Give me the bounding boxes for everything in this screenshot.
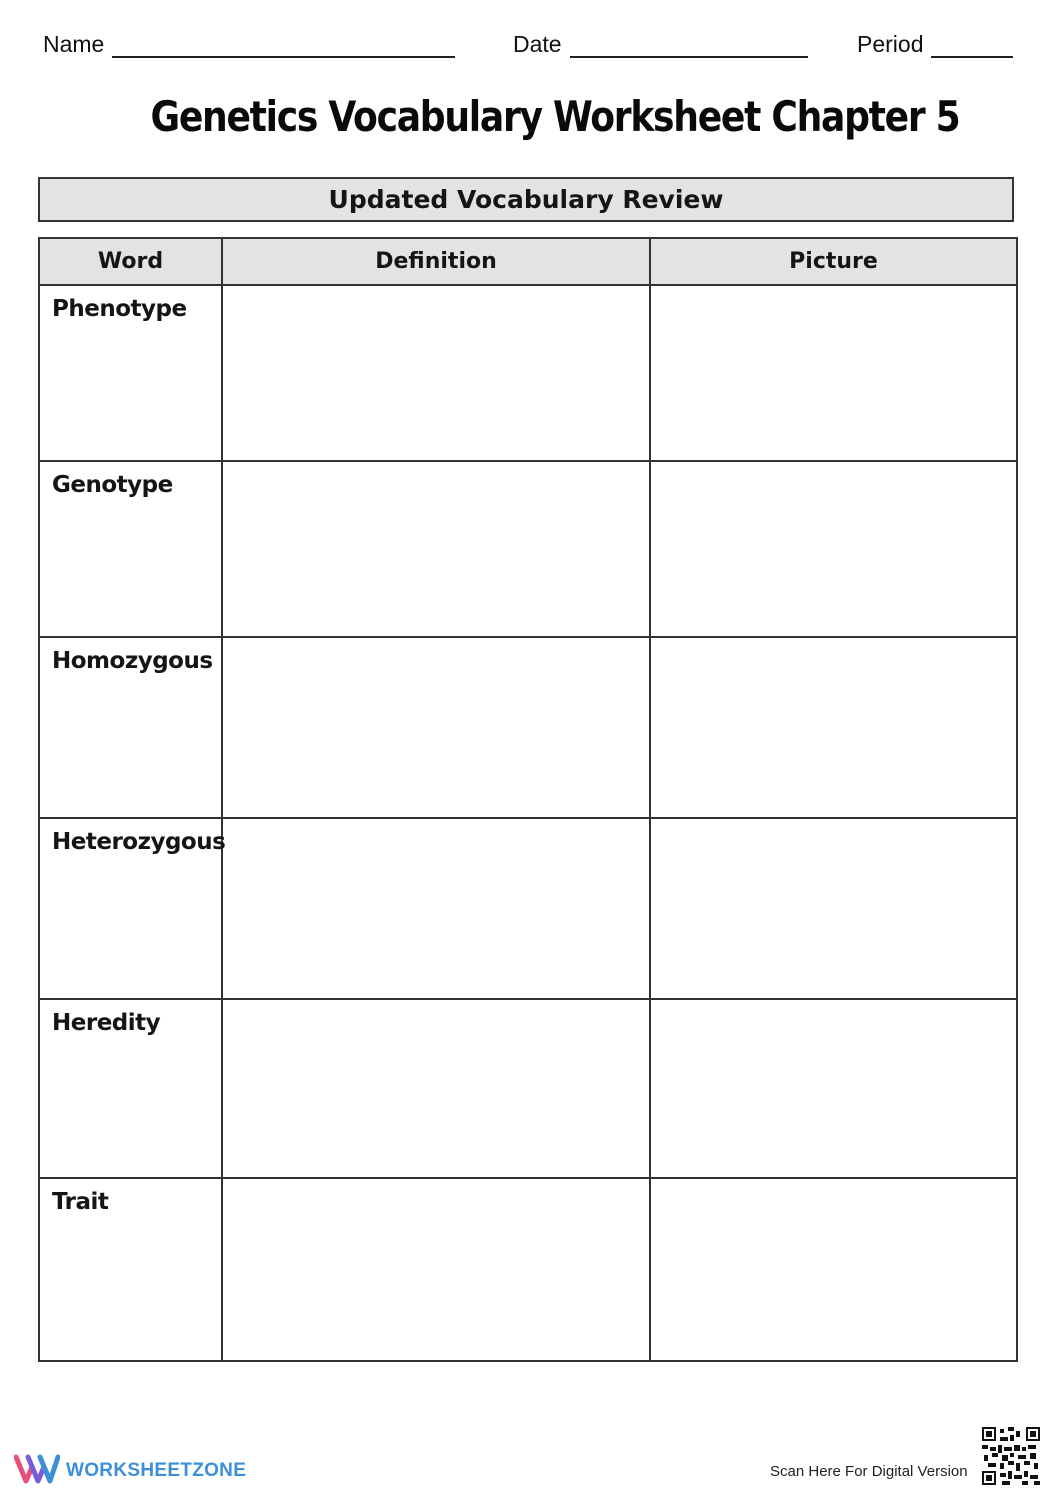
word-cell: Homozygous (39, 637, 222, 818)
table-row (39, 461, 1017, 637)
table-row (39, 637, 1017, 818)
date-field (513, 30, 808, 58)
name-blank[interactable] (112, 36, 455, 58)
word-cell: Heredity (39, 999, 222, 1178)
date-blank[interactable] (570, 36, 808, 58)
table-header-row (39, 238, 1017, 285)
table-row (39, 999, 1017, 1178)
table-row (39, 285, 1017, 461)
worksheet-title: Genetics Vocabulary Worksheet Chapter 5 (150, 92, 960, 141)
picture-cell[interactable] (650, 1178, 1017, 1361)
definition-cell[interactable] (222, 285, 650, 461)
period-label: Period (857, 31, 924, 57)
word-cell: Genotype (39, 461, 222, 637)
column-header-word: Word (39, 238, 222, 285)
table-row (39, 1178, 1017, 1361)
picture-cell[interactable] (650, 818, 1017, 999)
definition-cell[interactable] (222, 461, 650, 637)
word-cell: Phenotype (39, 285, 222, 461)
vocabulary-table (38, 237, 1018, 1362)
picture-cell[interactable] (650, 999, 1017, 1178)
column-header-definition: Definition (222, 238, 650, 285)
picture-cell[interactable] (650, 285, 1017, 461)
picture-cell[interactable] (650, 637, 1017, 818)
definition-cell[interactable] (222, 637, 650, 818)
scan-instruction: Scan Here For Digital Version (770, 1463, 968, 1480)
name-label: Name (43, 31, 105, 57)
section-banner: Updated Vocabulary Review (38, 177, 1014, 222)
worksheetzone-logo-icon (14, 1453, 60, 1490)
picture-cell[interactable] (650, 461, 1017, 637)
logo-text: WORKSHEETZONE (66, 1460, 247, 1481)
column-header-picture: Picture (650, 238, 1017, 285)
date-label: Date (513, 31, 562, 57)
definition-cell[interactable] (222, 1178, 650, 1361)
word-cell: Trait (39, 1178, 222, 1361)
period-field (857, 30, 1013, 58)
definition-cell[interactable] (222, 999, 650, 1178)
period-blank[interactable] (931, 36, 1013, 58)
name-field (43, 30, 455, 58)
word-cell: Heterozygous (39, 818, 222, 999)
qr-code-icon[interactable] (982, 1427, 1040, 1485)
student-info-header (0, 30, 1054, 60)
definition-cell[interactable] (222, 818, 650, 999)
table-row (39, 818, 1017, 999)
footer-logo[interactable] (14, 1454, 246, 1488)
